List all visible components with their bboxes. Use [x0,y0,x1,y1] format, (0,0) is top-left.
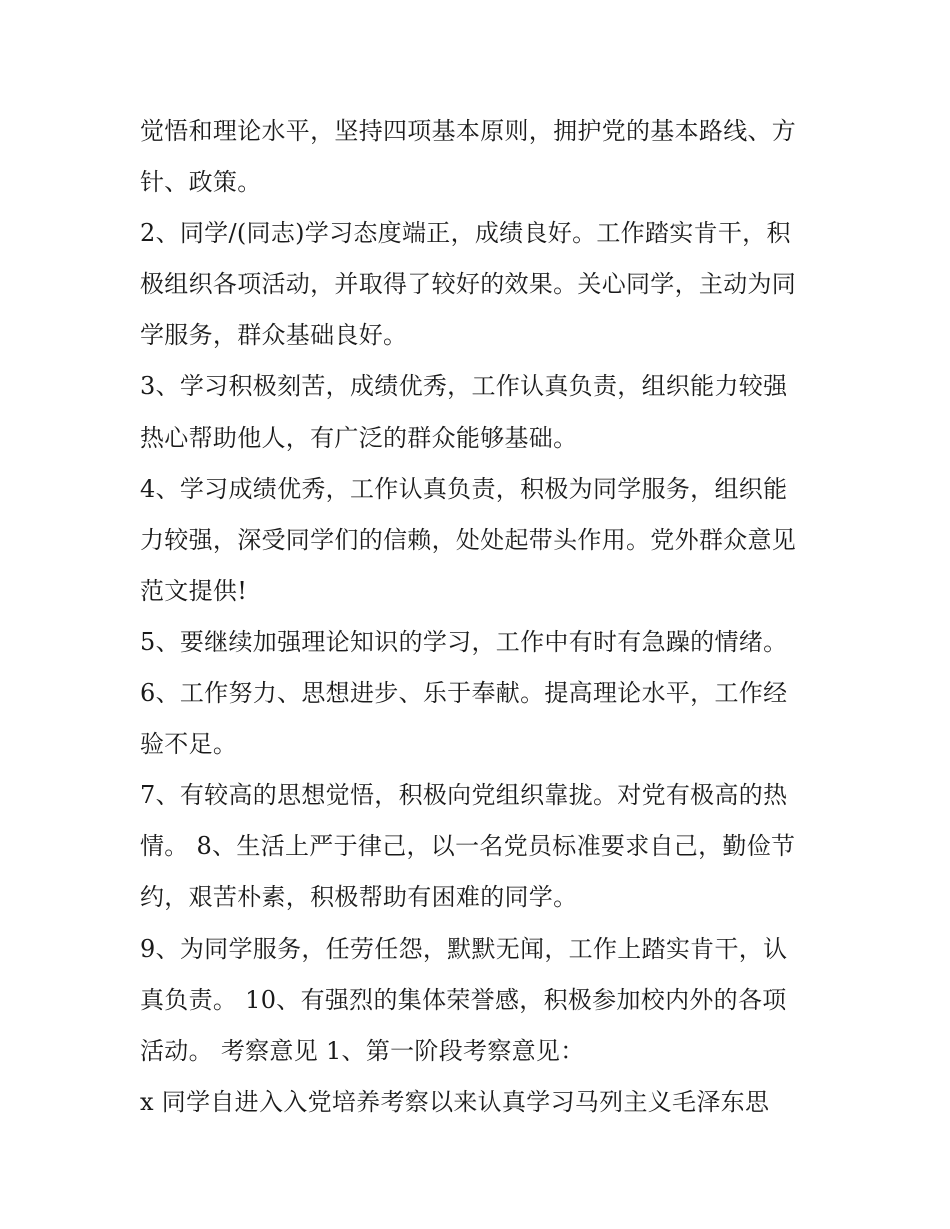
text-line-11: 5、要继续加强理论知识的学习，工作中有时有急躁的情绪。 [140,627,788,656]
text-line-10: 范文提供! [140,576,248,605]
text-line-16: 约，艰苦朴素，积极帮助有困难的同学。 [140,883,578,912]
text-line-3: 2、同学/(同志)学习态度端正，成绩良好。工作踏实肯干，积 [140,219,791,248]
text-line-4: 极组织各项活动，并取得了较好的效果。关心同学，主动为同 [140,270,797,299]
text-line-15: 情。 8、生活上严于律己，以一名党员标准要求自己，勤俭节 [140,832,796,861]
document-body [140,106,820,1128]
text-line-9: 力较强，深受同学们的信赖，处处起带头作用。党外群众意见 [140,525,797,554]
text-line-14: 7、有较高的思想觉悟，积极向党组织靠拢。对党有极高的热 [140,781,788,810]
text-line-17: 9、为同学服务，任劳任怨，默默无闻，工作上踏实肯干，认 [140,934,788,963]
text-line-8: 4、学习成绩优秀，工作认真负责，积极为同学服务，组织能 [140,474,788,503]
text-line-1: 觉悟和理论水平，坚持四项基本原则，拥护党的基本路线、方 [140,117,797,145]
text-line-2: 针、政策。 [140,168,262,197]
text-line-20: x 同学自进入入党培养考察以来认真学习马列主义毛泽东思 [140,1087,770,1116]
text-line-12: 6、工作努力、思想进步、乐于奉献。提高理论水平，工作经 [140,679,788,708]
text-line-13: 验不足。 [140,730,238,759]
text-line-6: 3、学习积极刻苦，成绩优秀，工作认真负责，组织能力较强 [140,372,788,401]
text-line-18: 真负责。 10、有强烈的集体荣誉感，积极参加校内外的各项 [140,985,787,1014]
text-line-19: 活动。 考察意见 1、第一阶段考察意见： [140,1036,585,1065]
text-line-5: 学服务，群众基础良好。 [140,321,408,350]
text-line-7: 热心帮助他人，有广泛的群众能够基础。 [140,423,578,452]
